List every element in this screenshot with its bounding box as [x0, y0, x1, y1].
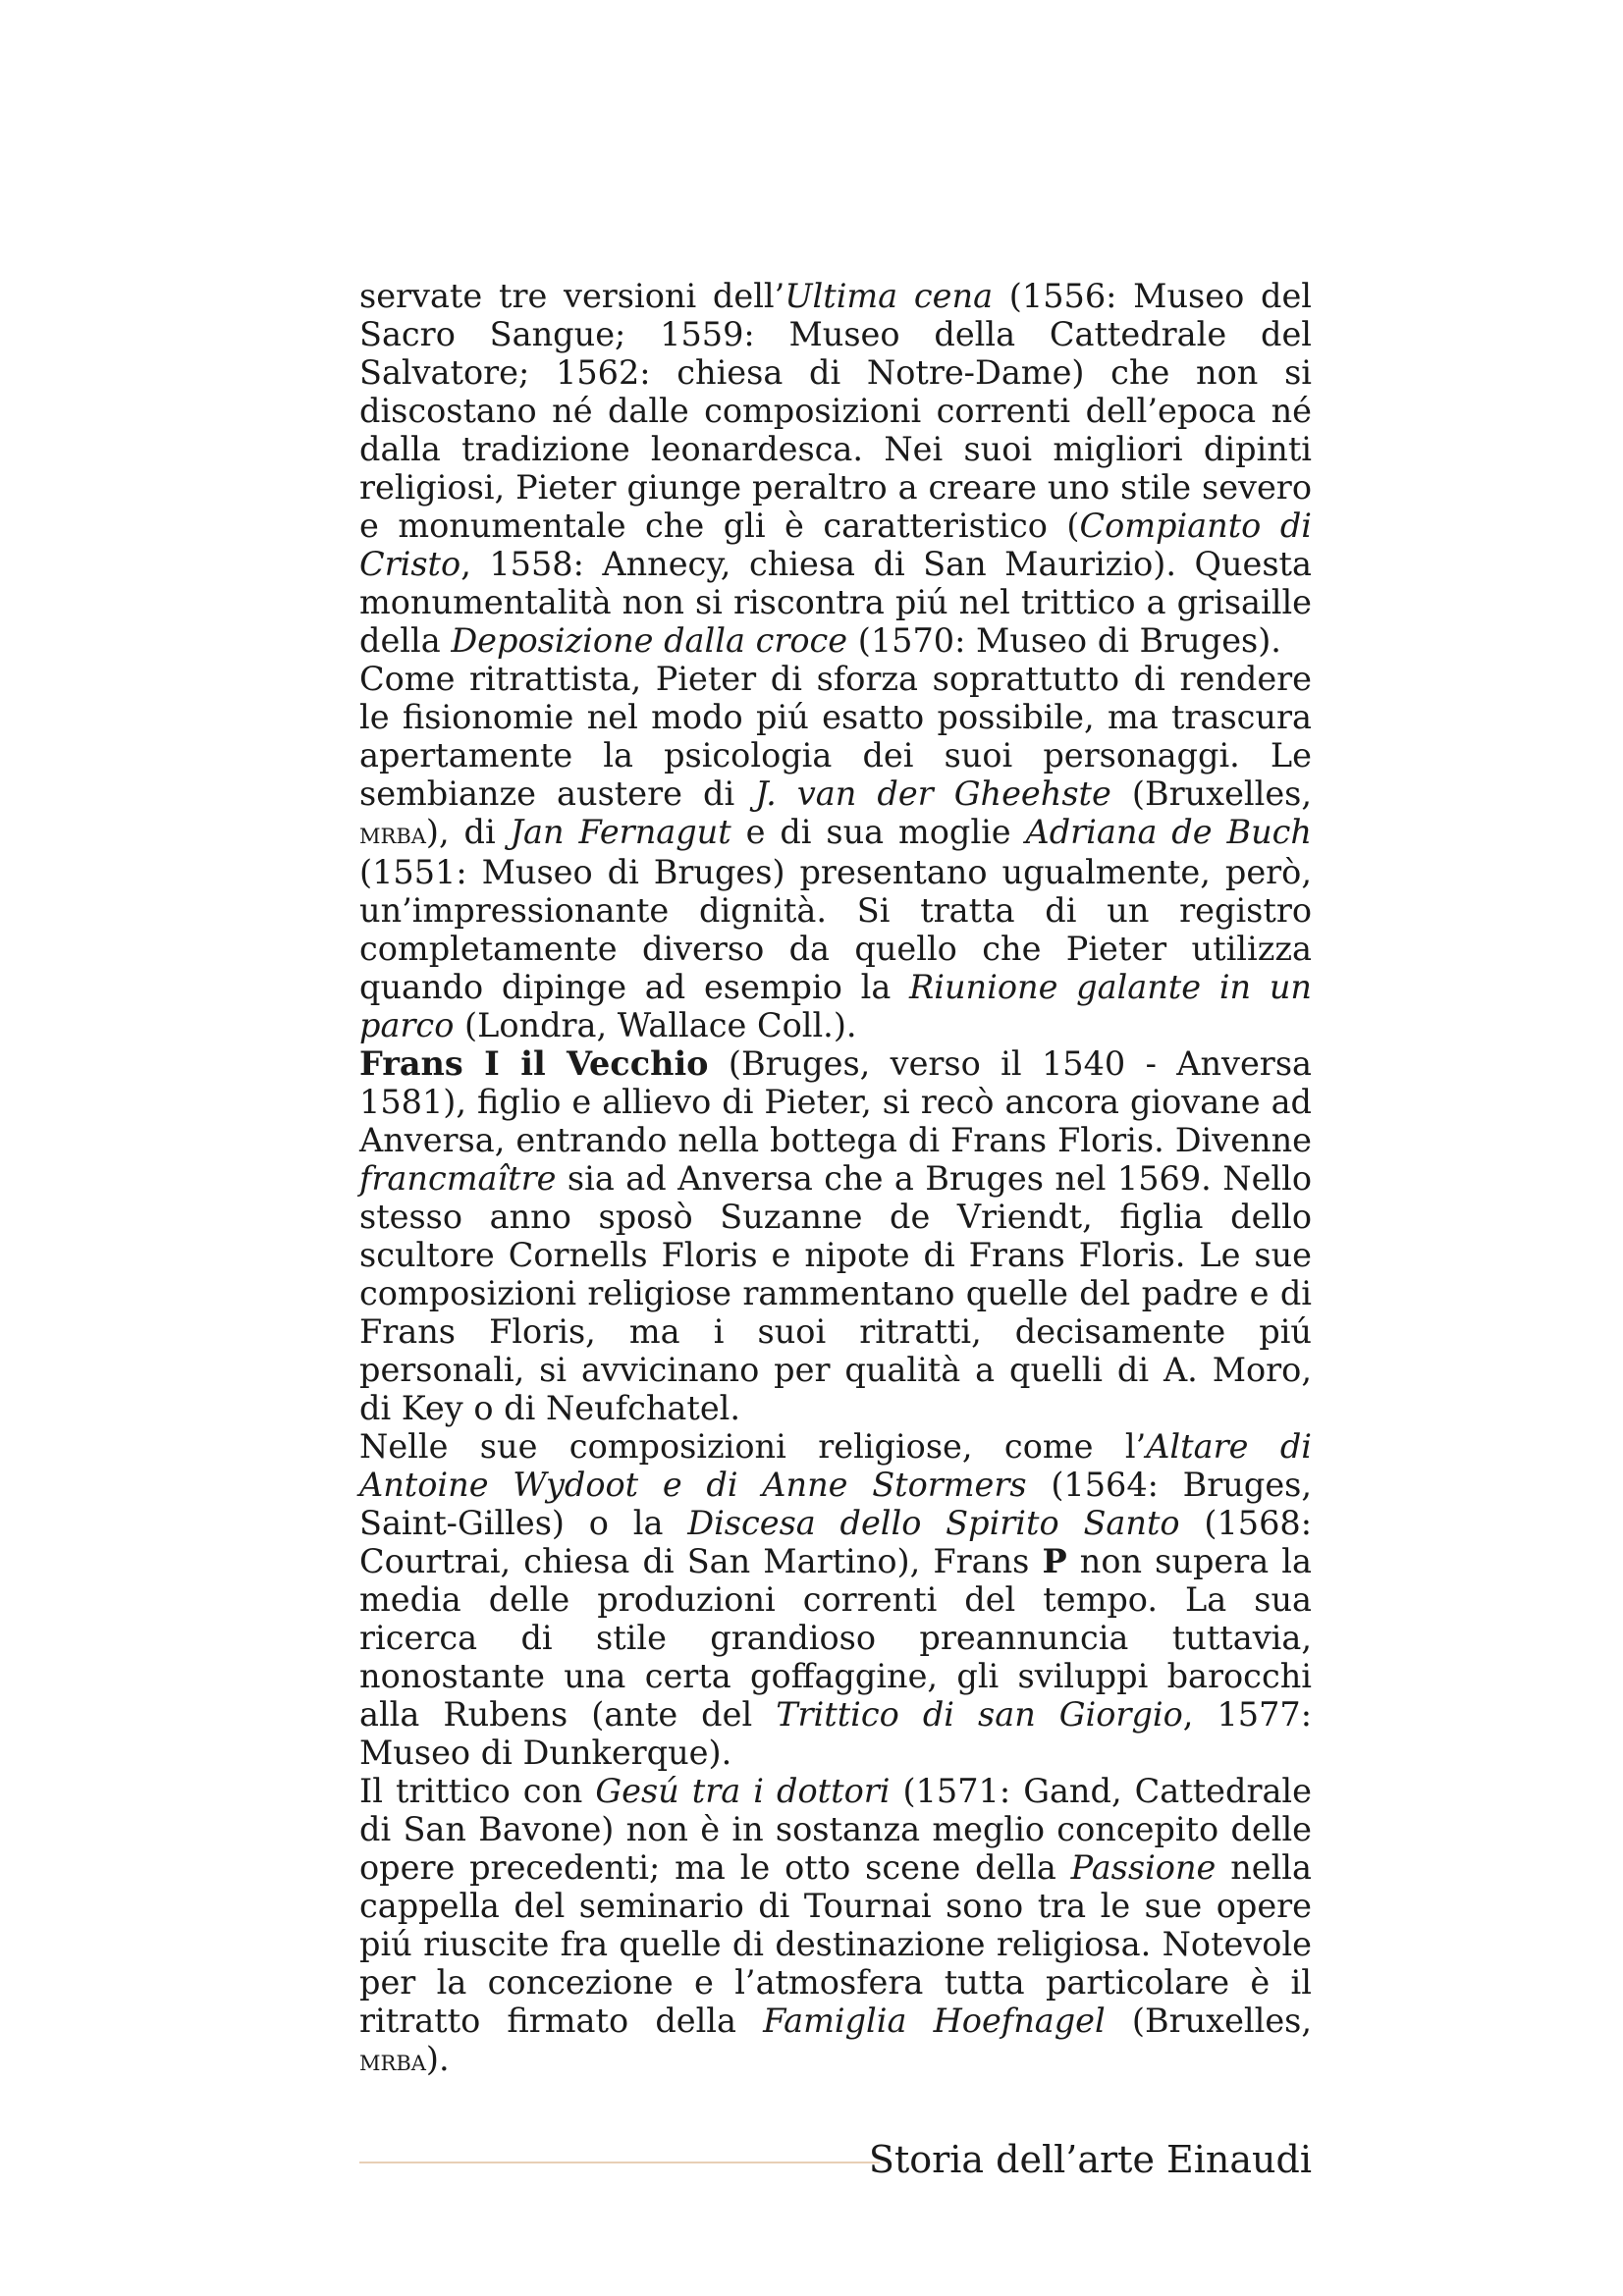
text-run: ), di [425, 813, 511, 851]
italic-text: francmaître [359, 1159, 557, 1198]
text-run: (1564: Bruges, Saint-Gilles) o la [359, 1466, 1312, 1542]
text-run: servate tre versioni dell’ [359, 277, 785, 315]
italic-text: Discesa dello Spirito Santo [687, 1504, 1180, 1542]
text-run: (Bruxelles, [1105, 2002, 1312, 2040]
italic-text: Passione [1070, 1848, 1217, 1887]
text-run: e di sua moglie [730, 813, 1026, 851]
italic-text: Gesú tra i dottori [595, 1772, 891, 1810]
text-run: (1571: Gand, Cattedrale di San Bavone) non è in sostanza meglio concepito delle opere precedenti; ma le otto scene della [359, 1772, 1312, 1887]
body-text [359, 277, 1312, 2080]
text-run: ). [425, 2040, 450, 2078]
italic-text: Deposizione dalla croce [451, 621, 848, 660]
italic-text: Famiglia Hoefnagel [763, 2002, 1106, 2040]
text-run: (1568: Courtrai, chiesa di San Martino), Frans [359, 1504, 1312, 1580]
text-run: Come ritrattista, Pieter di sforza soprattutto di rendere le fisionomie nel modo piú esatto possibile, ma trascura apertamente la psicologia dei suoi personaggi. Le sembianze austere di [359, 660, 1312, 813]
text-run: sia ad Anversa che a Bruges nel 1569. Nello stesso anno sposò Suzanne de Vriendt, figlia dello scultore Cornells Floris e nipote di Frans Floris. Le sue composizioni religiose rammentano quelle del padre e di Frans Floris, ma i suoi ritratti, decisamente piú personali, si avvicinano per qualità a quelli di A. Moro, di Key o di Neufchatel. [359, 1159, 1312, 1427]
smallcaps-text: mrba [359, 817, 426, 851]
italic-text: Riunione galante in un parco [359, 968, 1312, 1044]
italic-text: Altare di Antoine Wydoot e di Anne Stormers [359, 1427, 1312, 1504]
italic-text: Compianto di Cristo [359, 507, 1312, 583]
text-run: (1551: Museo di Bruges) presentano ugualmente, però, un’impressionante dignità. Si tratta di un registro completamente diverso da quello che Pieter utilizza quando dipinge ad esempio la [359, 853, 1312, 1006]
smallcaps-text: mrba [359, 2044, 426, 2078]
paragraph [359, 1772, 1312, 2080]
footer-rule [359, 2162, 880, 2163]
italic-text: Trittico di san Giorgio [776, 1695, 1183, 1734]
text-run: (Bruxelles, [1110, 774, 1312, 813]
paragraph [359, 1044, 1312, 1427]
paragraph [359, 277, 1312, 660]
text-run: non supera la media delle produzioni correnti del tempo. La sua ricerca di stile grandioso preannuncia tuttavia, nonostante una certa goffaggine, gli sviluppi barocchi alla Rubens (ante del [359, 1542, 1312, 1734]
bold-text: Frans I il Vecchio [359, 1044, 709, 1083]
bold-text: P [1042, 1542, 1067, 1580]
text-run: (1556: Museo del Sacro Sangue; 1559: Museo della Cattedrale del Salvatore; 1562: chiesa di Notre-Dame) che non si discostano né dalle composizioni correnti dell’epoca né dalla tradizione leonardesca. Nei suoi migliori dipinti religiosi, Pieter giunge peraltro a creare uno stile severo e monumentale che gli è caratteristico ( [359, 277, 1312, 545]
text-run: , 1577: Museo di Dunkerque). [359, 1695, 1312, 1772]
text-run: nella cappella del seminario di Tournai sono tra le sue opere piú riuscite fra quelle di destinazione religiosa. Notevole per la concezione e l’atmosfera tutta particolare è il ritratto firmato della [359, 1848, 1312, 2040]
paragraph [359, 660, 1312, 1044]
italic-text: Ultima cena [784, 277, 994, 315]
text-run: Il trittico con [359, 1772, 596, 1810]
italic-text: Jan Fernagut [510, 813, 731, 851]
paragraph [359, 1427, 1312, 1772]
italic-text: J. van der Gheehste [755, 774, 1111, 813]
italic-text: Adriana de Buch [1025, 813, 1312, 851]
text-run: (1570: Museo di Bruges). [847, 621, 1281, 660]
text-run: (Bruges, verso il 1540 - Anversa 1581), figlio e allievo di Pieter, si recò ancora giovane ad Anversa, entrando nella bottega di Frans Floris. Divenne [359, 1044, 1312, 1159]
text-run: , 1558: Annecy, chiesa di San Maurizio). Questa monumentalità non si riscontra piú nel trittico a grisaille della [359, 545, 1312, 660]
footer-title: Storia dell’arte Einaudi [868, 2138, 1312, 2181]
text-run: Nelle sue composizioni religiose, come l’ [359, 1427, 1147, 1466]
text-run: (Londra, Wallace Coll.). [454, 1006, 857, 1044]
